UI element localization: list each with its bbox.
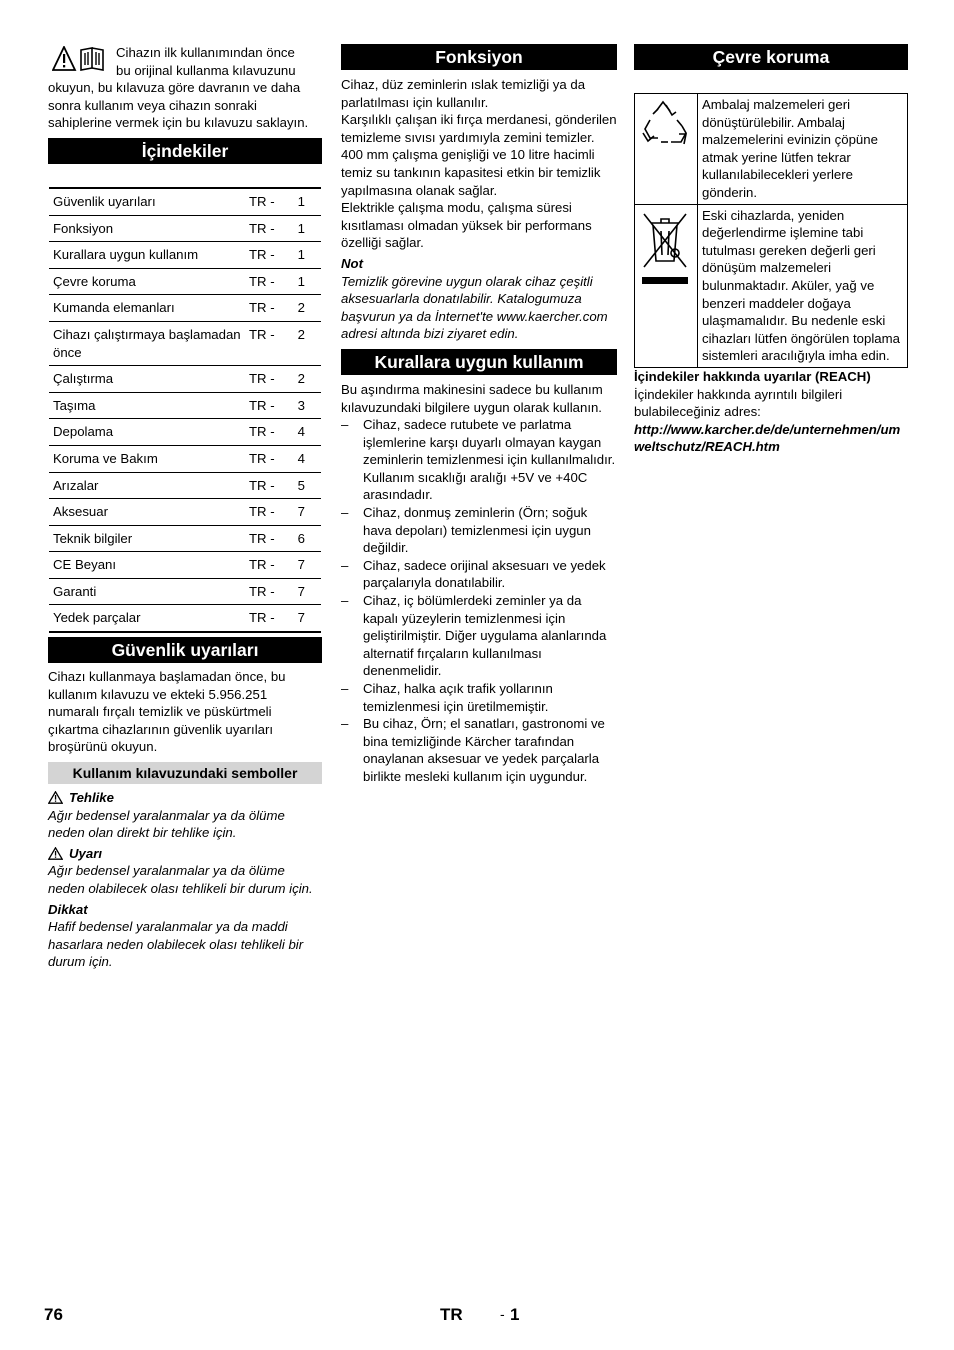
danger-label: Tehlike — [69, 790, 114, 806]
recycle-text: Ambalaj malzemeleri geri dönüştürülebilir. Ambalaj malzemelerini evinizin çöpüne atmak yerine lütfen tekrar kullanılabilecekleri yerlere gönderin. — [698, 94, 908, 205]
weee-text: Eski cihazlarda, yeniden değerlendirme işlemine tabi tutulması gereken değerli geri dönüşüm malzemeleri bulunmaktadır. Aküler, yağ ve benzeri maddeler doğaya ulaşmamalıdır. Bu nedenle eski cihazları lütfen öngörülen toplama sistemleri aracılığıyla imha edin. — [698, 204, 908, 367]
warning-triangle-icon — [48, 847, 63, 860]
toc-entry-label: Aksesuar — [49, 499, 245, 526]
toc-heading: İçindekiler — [48, 138, 322, 164]
toc-row[interactable] — [49, 552, 321, 579]
warning-label-row — [48, 845, 322, 863]
proper-use-list — [341, 416, 617, 785]
danger-text: Ağır bedensel yaralanmalar ya da ölüme neden olan direkt bir tehlike için. — [48, 807, 285, 841]
toc-entry-label: CE Beyanı — [49, 552, 245, 579]
toc-row[interactable] — [49, 525, 321, 552]
intro-block — [48, 44, 322, 132]
toc-entry-page: 6 — [283, 525, 321, 552]
toc-entry-code: TR - — [245, 366, 283, 393]
toc-row[interactable] — [49, 268, 321, 295]
toc-entry-page: 5 — [283, 472, 321, 499]
reach-text: İçindekiler hakkında ayrıntılı bilgileri bulabileceğiniz adres: — [634, 386, 843, 420]
warning-triangle-icon — [48, 791, 63, 804]
toc-entry-label: Güvenlik uyarıları — [49, 188, 245, 215]
symbols-heading: Kullanım kılavuzundaki semboller — [48, 762, 322, 784]
toc-entry-page: 4 — [283, 419, 321, 446]
caution-text: Hafif bedensel yaralanmalar ya da maddi hasarlara neden olabilecek olası tehlikeli bir durum için. — [48, 919, 304, 970]
toc-row[interactable] — [49, 499, 321, 526]
function-p3: Elektrikle çalışma modu, çalışma süresi kısıtlaması olmadan yüksek bir performans özelliği sağlar. — [341, 200, 592, 251]
toc-entry-label: Kurallara uygun kullanım — [49, 242, 245, 269]
page-number: 76 — [44, 1305, 63, 1324]
temperature-note: Kullanım sıcaklığı aralığı +5V ve +40C arasındadır. — [363, 469, 588, 503]
function-p1: Cihaz, düz zeminlerin ıslak temizliği ya da parlatılması için kullanılır. — [341, 77, 586, 110]
toc-entry-label: Garanti — [49, 578, 245, 605]
toc-entry-code: TR - — [245, 472, 283, 499]
toc-entry-page: 1 — [283, 268, 321, 295]
recycle-icon — [635, 94, 698, 205]
footer-lang: TR — [440, 1305, 463, 1324]
toc-entry-code: TR - — [245, 552, 283, 579]
toc-table — [49, 187, 321, 633]
column-middle — [341, 44, 617, 786]
toc-entry-code: TR - — [245, 499, 283, 526]
toc-row[interactable] — [49, 605, 321, 632]
intro-line-2: bu orijinal kullanma kılavuzunu — [116, 62, 296, 78]
toc-row[interactable] — [49, 215, 321, 242]
toc-entry-page: 3 — [283, 392, 321, 419]
toc-entry-label: Depolama — [49, 419, 245, 446]
toc-entry-label: Yedek parçalar — [49, 605, 245, 632]
toc-entry-label: Arızalar — [49, 472, 245, 499]
toc-entry-page: 2 — [283, 366, 321, 393]
note-label: Not — [341, 255, 363, 271]
toc-entry-code: TR - — [245, 605, 283, 632]
toc-entry-code: TR - — [245, 295, 283, 322]
toc-entry-label: Kumanda elemanları — [49, 295, 245, 322]
toc-entry-label: Taşıma — [49, 392, 245, 419]
toc-row[interactable] — [49, 419, 321, 446]
intro-text: okuyun, bu kılavuza göre davranın ve daha sonra kullanım veya cihazın sonraki sahiplerine vermek için bu kılavuzu saklayın. — [48, 80, 309, 131]
safety-body: Cihazı kullanmaya başlamadan önce, bu kullanım kılavuzu ve ekteki 5.956.251 numaralı fırçalı temizlik ve püskürtmeli çıkartma cihazlarının güvenlik uyarıları broşürünü okuyun. — [48, 669, 286, 755]
toc-entry-code: TR - — [245, 392, 283, 419]
toc-entry-code: TR - — [245, 525, 283, 552]
warning-manual-icon — [52, 46, 110, 77]
toc-entry-page: 1 — [283, 215, 321, 242]
toc-row[interactable] — [49, 295, 321, 322]
toc-entry-label: Çalıştırma — [49, 366, 245, 393]
toc-row[interactable] — [49, 578, 321, 605]
warning-text: Ağır bedensel yaralanmalar ya da ölüme neden olabilecek olası tehlikeli bir durum için. — [48, 863, 313, 896]
toc-entry-label: Koruma ve Bakım — [49, 445, 245, 472]
toc-row[interactable] — [49, 366, 321, 393]
note-text: Temizlik görevine uygun olarak cihaz çeşitli aksesuarlarla donatılabilir. Katalogumuza başvurun ya da İnternet'te www.kaercher.com adresi altında bizi ziyaret edin. — [341, 273, 608, 342]
footer-subpage: 1 — [510, 1305, 520, 1324]
list-item: – Cihaz, donmuş zeminlerin (Örn; soğuk hava depoları) temizlenmesi için uygun değildir. — [341, 505, 591, 556]
toc-row[interactable] — [49, 321, 321, 365]
danger-label-row — [48, 789, 322, 807]
reach-link[interactable]: http://www.karcher.de/de/unternehmen/umweltschutz/REACH.htm — [634, 421, 901, 455]
toc-entry-page: 7 — [283, 578, 321, 605]
table-row — [635, 204, 908, 367]
list-item: – Cihaz, halka açık trafik yollarının temizlenmesi için üretilmemiştir. — [341, 681, 553, 714]
table-row — [635, 94, 908, 205]
warning-label: Uyarı — [69, 845, 102, 861]
column-right — [634, 44, 908, 456]
toc-row[interactable] — [49, 242, 321, 269]
safety-heading: Güvenlik uyarıları — [48, 637, 322, 663]
toc-entry-page: 7 — [283, 605, 321, 632]
list-item: – Cihaz, sadece rutubete ve parlatma işlemlerine karşı duyarlı olmayan kaygan zeminlerin temizlenmesi için kullanılmalıdır. Kullanım sıcaklığı aralığı +5V ve +40C arasındadır. — [341, 417, 616, 503]
toc-entry-label: Cihazı çalıştırmaya başlamadan önce — [49, 321, 245, 365]
crossed-bin-icon — [635, 204, 698, 367]
toc-row[interactable] — [49, 445, 321, 472]
toc-entry-code: TR - — [245, 242, 283, 269]
toc-row[interactable] — [49, 188, 321, 215]
toc-entry-page: 1 — [283, 188, 321, 215]
function-heading: Fonksiyon — [341, 44, 617, 70]
toc-entry-page: 2 — [283, 321, 321, 365]
proper-use-intro: Bu aşındırma makinesini sadece bu kullanım kılavuzundaki bilgilere uygun olarak kullanın. — [341, 381, 603, 415]
toc-entry-code: TR - — [245, 578, 283, 605]
toc-entry-label: Teknik bilgiler — [49, 525, 245, 552]
environment-table — [634, 93, 908, 368]
column-left — [48, 44, 322, 971]
toc-entry-code: TR - — [245, 188, 283, 215]
toc-entry-code: TR - — [245, 321, 283, 365]
toc-row[interactable] — [49, 392, 321, 419]
toc-entry-page: 2 — [283, 295, 321, 322]
list-item: – Cihaz, iç bölümlerdeki zeminler ya da kapalı yüzeylerin temizlenmesi için geliştirilmiştir. Diğer uygulama alanlarında alternatif fırçaların kullanılması denenmelidir. — [341, 593, 607, 679]
toc-entry-code: TR - — [245, 445, 283, 472]
toc-entry-page: 7 — [283, 499, 321, 526]
toc-entry-page: 1 — [283, 242, 321, 269]
intro-line-1: Cihazın ilk kullanımından önce — [116, 45, 295, 60]
list-item: – Bu cihaz, Örn; el sanatları, gastronomi ve bina temizliğinde Kärcher tarafından onaylanan aksesuar ve yedek parçalarla birlikte mesleki kullanım için uygundur. — [341, 716, 605, 784]
proper-use-heading: Kurallara uygun kullanım — [341, 349, 617, 375]
caution-label: Dikkat — [48, 901, 88, 917]
footer-sep: - — [500, 1306, 505, 1322]
toc-entry-page: 7 — [283, 552, 321, 579]
reach-title: İçindekiler hakkında uyarılar (REACH) — [634, 368, 871, 384]
toc-row[interactable] — [49, 472, 321, 499]
function-p2: Karşılıklı çalışan iki fırça merdanesi, gönderilen temizleme sıvısı yardımıyla zemini temizler. 400 mm çalışma genişliği ve 10 litre hacimli temiz su tankının kapasitesi etkin bir temizlik yapılmasına olanak sağlar. — [341, 112, 617, 198]
toc-entry-code: TR - — [245, 215, 283, 242]
environment-heading: Çevre koruma — [634, 44, 908, 70]
toc-entry-label: Çevre koruma — [49, 268, 245, 295]
toc-entry-code: TR - — [245, 268, 283, 295]
toc-entry-code: TR - — [245, 419, 283, 446]
list-item: – Cihaz, sadece orijinal aksesuarı ve yedek parçalarıyla donatılabilir. — [341, 557, 606, 591]
toc-entry-page: 4 — [283, 445, 321, 472]
toc-entry-label: Fonksiyon — [49, 215, 245, 242]
